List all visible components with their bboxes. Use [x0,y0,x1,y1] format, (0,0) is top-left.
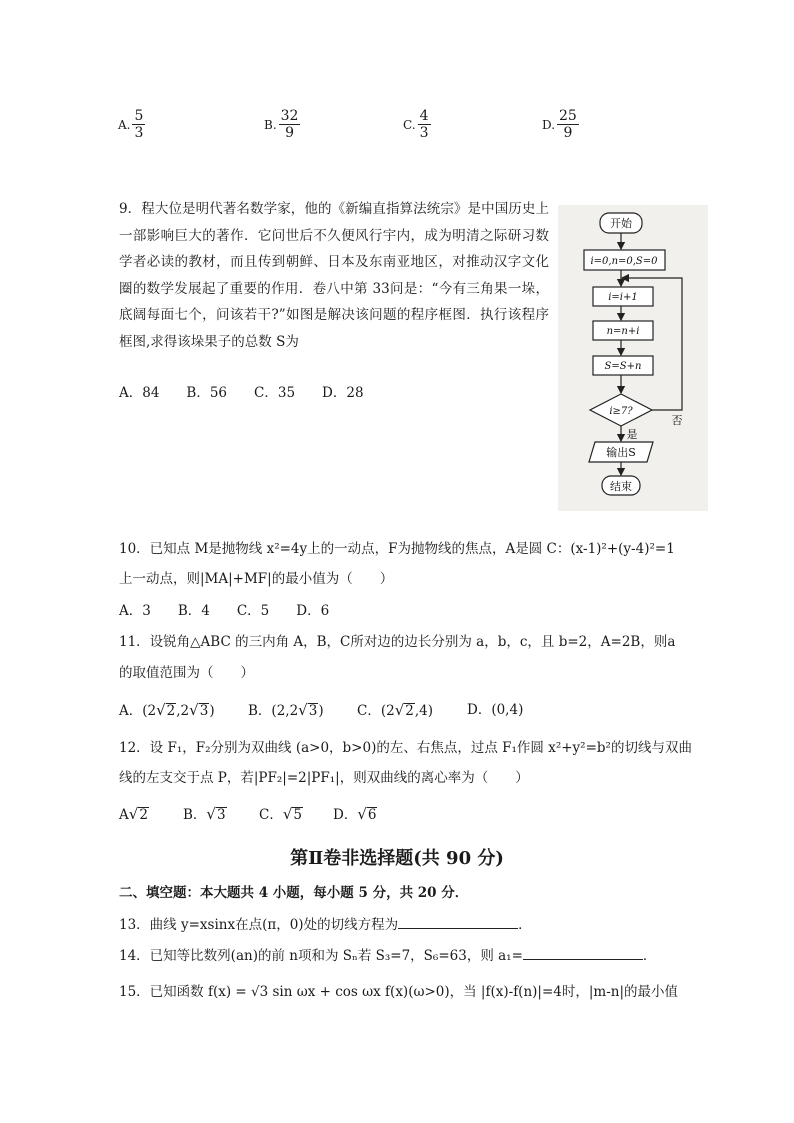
q8-option-label: D. [542,117,556,132]
question-12-option-b [183,804,227,825]
option-label: D． [333,807,358,823]
radical-sign: √ [298,701,308,719]
question-12-line2: 线的左支交于点 P，若|PF₂|=2|PF₁|，则双曲线的离心率为（ ） [119,770,529,786]
question-11-option-b [248,700,324,721]
question-12-line1: 12．设 F₁，F₂分别为双曲线 (a>0，b>0)的左、右焦点，过点 F₁作圆 x²+y²=b²的切线与双曲 [119,740,692,756]
question-14-text: 14．已知等比数列(an)的前 n项和为 Sₙ若 S₃=7，S₆=63，则 a₁= [119,948,523,964]
option-label: B． [248,703,272,719]
radicand: 5 [293,807,302,823]
option-label: D． [467,702,492,718]
numerator: 5 [134,108,144,124]
option-text: (2,2 [271,703,299,719]
flowchart-step2-label: n=n+i [606,326,640,337]
question-10-options: A．3 B．4 C．5 D．6 [119,603,330,619]
option-text: ,4) [414,703,434,719]
numerator: 4 [419,108,429,124]
option-label: C． [259,807,283,823]
fill-in-section-header: 二、填空题：本大题共 4 小题，每小题 5 分，共 20 分． [119,885,469,901]
flowchart-output-label: 输出S [606,446,636,459]
flowchart-init-label: i=0,n=0,S=0 [590,256,658,267]
radicand: 2 [166,703,176,719]
flowchart-start-label: 开始 [610,217,632,230]
radical-sign: √ [282,805,293,823]
question-11-option-c [357,700,433,721]
denominator: 3 [419,125,429,141]
question-11-line2: 的取值范围为（ ） [119,665,254,681]
denominator: 9 [285,125,295,141]
question-13-text: 13．曲线 y=xsinx在点(π，0)处的切线方程为 [119,917,399,933]
radical-sign: √ [156,701,166,719]
numerator: 32 [280,108,299,124]
fraction [132,108,145,141]
option-text: (0,4) [491,702,524,718]
question-11-option-a [119,700,215,721]
section-title: 第Ⅱ卷非选择题(共 90 分) [290,848,504,869]
question-13 [119,914,532,935]
fraction [418,108,431,141]
question-10-line1: 10．已知点 M是抛物线 x²=4y上的一动点，F为抛物线的焦点，A是圆 C：(x-1)²+(y-4)²=1 [119,541,675,557]
q8-option-label: C. [403,117,416,132]
q8-option-d [542,108,579,141]
q8-option-b [264,108,300,141]
radicand: 3 [308,703,318,719]
answer-blank [398,914,518,929]
question-12-option-a [119,804,149,825]
numerator: 25 [559,108,577,124]
option-text: ,2 [176,703,190,719]
radical-sign: √ [394,701,405,719]
denominator: 3 [134,125,144,141]
option-text: ) [209,703,215,719]
fraction [279,108,301,141]
flowchart-yes-label: 是 [626,428,638,441]
radical-sign: √ [189,701,199,719]
option-label: A [119,807,129,823]
question-15-text: 15．已知函数 f(x) = √3 sin ωx + cos ωx f(x)(ω>0)，当 |f(x)-f(n)|=4时，|m-n|的最小值 [119,984,679,1000]
flowchart-step3-label: S=S+n [604,361,642,372]
denominator: 9 [563,125,573,141]
option-text: ) [318,703,324,719]
flowchart-step1-label: i=i+1 [608,292,638,303]
question-9-text: 9．程大位是明代著名数学家，他的《新编直指算法统宗》是中国历史上一部影响巨大的著作．它问世后不久便风行宇内，成为明清之际研习数学者必读的教材，而且传到朝鲜、日本及东南亚地区，对推动汉字文化圈的数学发展起了重要的作用．卷八中第 33问是：“今有三角果一垛，底阔每面七个，问该若干?”如图是解决该问题的程序框图．执行该程序框图,求得该垛果子的总数 S为 [119,201,549,350]
question-12-option-d [333,804,377,825]
question-13-end: ． [518,917,532,933]
q8-option-c [403,108,431,141]
radical-sign: √ [206,805,216,823]
question-11-option-d [467,700,523,720]
radicand: 2 [405,703,414,719]
q8-option-a [118,108,145,141]
option-label: B． [183,807,207,823]
fraction [557,108,579,141]
flowchart-no-label: 否 [671,414,683,427]
option-text: (2 [142,703,157,719]
question-14 [119,945,656,966]
flowchart [558,205,708,511]
option-label: C． [357,703,381,719]
flowchart-end-label: 结束 [610,480,632,493]
question-14-end: ． [642,948,657,964]
flowchart-condition-label: i≥7? [609,406,633,417]
radicand: 6 [367,807,377,823]
q8-option-label: B. [264,117,277,132]
radical-sign: √ [128,805,139,823]
q8-option-label: A. [118,117,131,132]
question-11-line1: 11．设锐角△ABC 的三内角 A，B，C所对边的边长分别为 a，b，c，且 b=2，A=2B，则a [119,634,676,650]
radicand: 2 [139,807,148,823]
radicand: 3 [216,807,226,823]
option-text: (2 [380,703,395,719]
answer-blank [523,945,643,960]
radicand: 3 [199,703,209,719]
question-12-option-c [259,804,303,825]
option-label: A． [119,703,143,719]
question-9-options: A．84 B．56 C．35 D．28 [119,385,364,401]
radical-sign: √ [357,805,367,823]
question-10-line2: 上一动点，则|MA|+MF|的最小值为（ ） [119,571,394,587]
